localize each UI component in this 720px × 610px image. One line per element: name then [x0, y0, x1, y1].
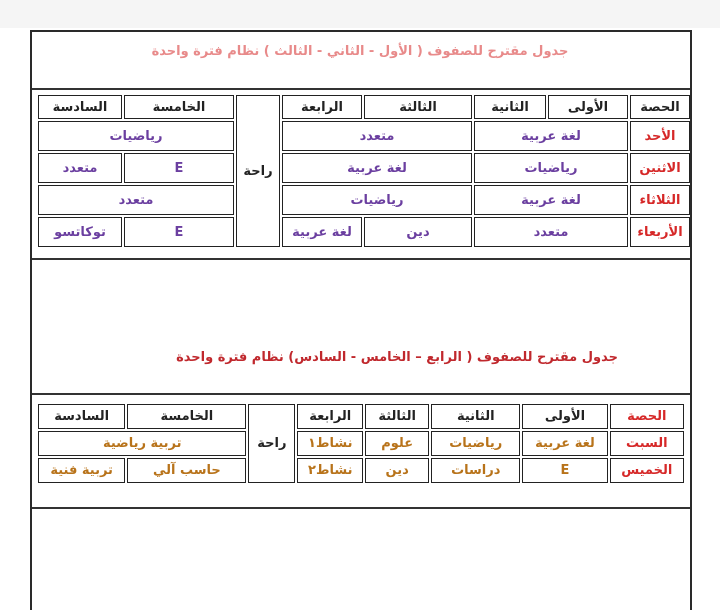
day-cell: الأحد: [630, 121, 690, 151]
table-header-row: [38, 95, 690, 119]
table-row: [38, 121, 690, 151]
header-cell: السادسة: [38, 95, 122, 119]
lesson-cell: E: [124, 217, 234, 247]
lesson-cell: رياضيات: [474, 153, 628, 183]
lesson-cell: دين: [364, 217, 472, 247]
lesson-cell: توكاتسو: [38, 217, 122, 247]
header-cell: الأولى: [522, 404, 607, 429]
lesson-cell: تربية فنية: [38, 458, 125, 483]
divider: [32, 393, 690, 395]
lesson-cell: متعدد: [282, 121, 472, 151]
schedule1-title: جدول مقترح للصفوف ( الأول - الثاني - الثالث ) نظام فترة واحدة: [151, 44, 569, 59]
day-cell: الثلاثاء: [630, 185, 690, 215]
table-row: [38, 153, 690, 183]
lesson-cell: حاسب آلي: [127, 458, 246, 483]
lesson-cell: رياضيات: [282, 185, 472, 215]
header-cell: الرابعة: [282, 95, 362, 119]
header-cell: الخامسة: [127, 404, 246, 429]
lesson-cell: E: [522, 458, 607, 483]
header-cell: راحة: [248, 404, 295, 483]
lesson-cell: لغة عربية: [282, 153, 472, 183]
lesson-cell: E: [124, 153, 234, 183]
lesson-cell: متعدد: [474, 217, 628, 247]
divider: [32, 258, 690, 260]
header-cell: الحصة: [630, 95, 690, 119]
day-cell: السبت: [610, 431, 684, 456]
lesson-cell: نشاط٢: [297, 458, 363, 483]
header-cell: راحة: [236, 95, 280, 247]
schedule2-table: [36, 402, 686, 485]
table-row: [38, 458, 684, 483]
lesson-cell: دراسات: [431, 458, 520, 483]
table-row: [38, 431, 684, 456]
table-header-row: [38, 404, 684, 429]
lesson-cell: متعدد: [38, 153, 122, 183]
lesson-cell: لغة عربية: [282, 217, 362, 247]
divider: [32, 507, 690, 509]
header-cell: الثانية: [474, 95, 546, 119]
schedule2-title: جدول مقترح للصفوف ( الرابع – الخامس - السادس) نظام فترة واحدة: [176, 350, 618, 365]
lesson-cell: لغة عربية: [474, 121, 628, 151]
lesson-cell: دين: [365, 458, 429, 483]
header-cell: الرابعة: [297, 404, 363, 429]
schedule1-table: [36, 93, 692, 249]
lesson-cell: رياضيات: [431, 431, 520, 456]
header-cell: الخامسة: [124, 95, 234, 119]
header-cell: الأولى: [548, 95, 628, 119]
header-cell: الثالثة: [364, 95, 472, 119]
lesson-cell: تربية رياضية: [38, 431, 246, 456]
lesson-cell: علوم: [365, 431, 429, 456]
lesson-cell: نشاط١: [297, 431, 363, 456]
top-edge: [0, 0, 720, 28]
lesson-cell: لغة عربية: [474, 185, 628, 215]
header-cell: الثانية: [431, 404, 520, 429]
lesson-cell: لغة عربية: [522, 431, 607, 456]
table-row: [38, 217, 690, 247]
divider: [32, 88, 690, 90]
lesson-cell: رياضيات: [38, 121, 234, 151]
day-cell: الاثنين: [630, 153, 690, 183]
table-row: [38, 185, 690, 215]
header-cell: الثالثة: [365, 404, 429, 429]
day-cell: الأربعاء: [630, 217, 690, 247]
header-cell: الحصة: [610, 404, 684, 429]
header-cell: السادسة: [38, 404, 125, 429]
lesson-cell: متعدد: [38, 185, 234, 215]
day-cell: الخميس: [610, 458, 684, 483]
